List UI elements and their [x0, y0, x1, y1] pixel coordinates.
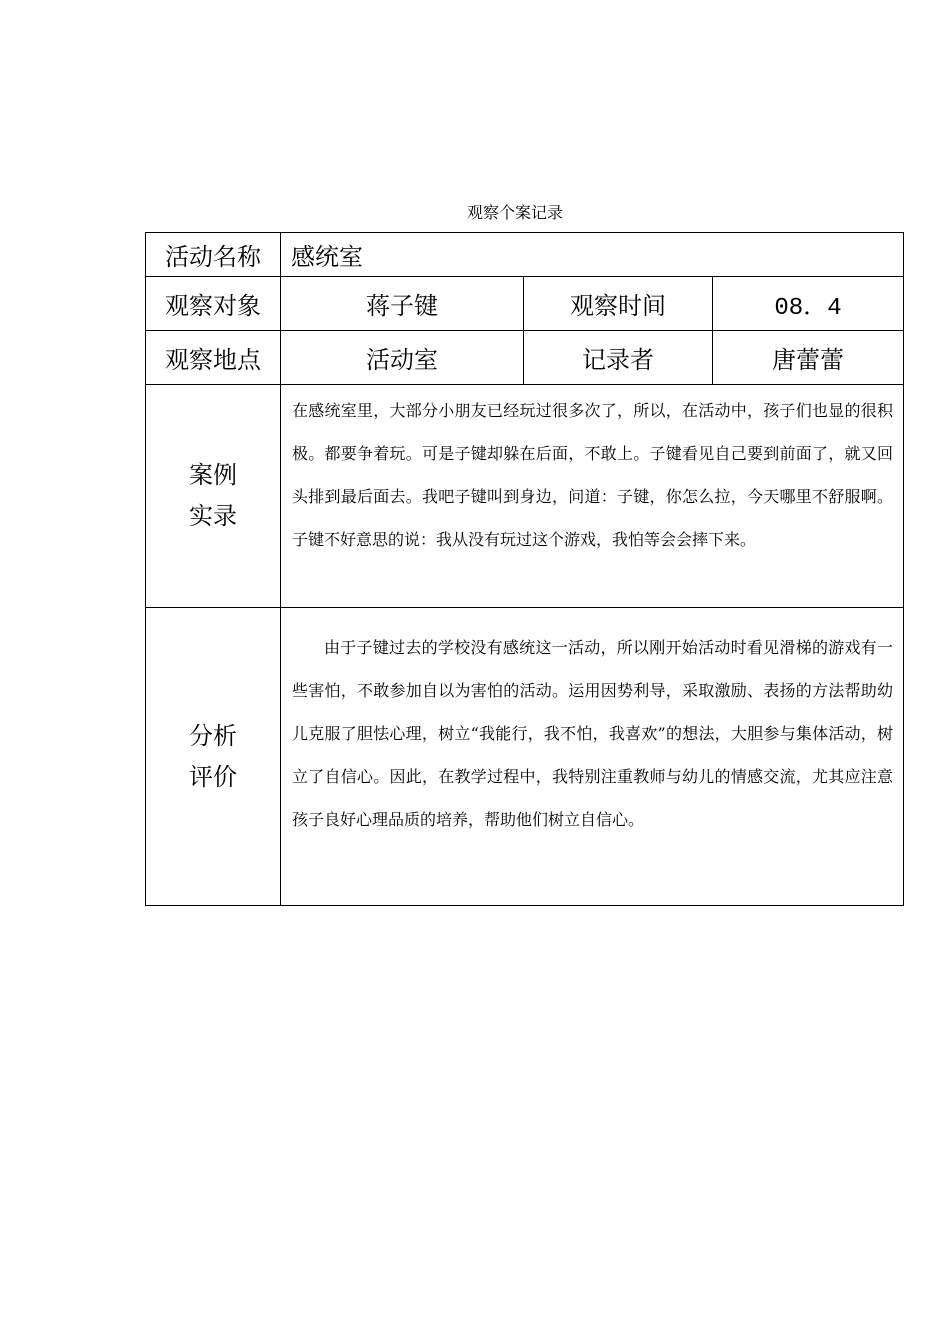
activity-name-label: 活动名称	[146, 233, 281, 277]
evaluation-label-line1: 分析	[189, 721, 237, 750]
observe-place-value: 活动室	[281, 331, 524, 385]
row-activity-name	[146, 233, 904, 277]
document-title: 观察个案记录	[466, 203, 563, 222]
observation-record-table	[145, 232, 904, 906]
row-case-record	[146, 385, 904, 608]
observe-target-value: 蒋子键	[281, 277, 524, 331]
case-record-label	[146, 385, 281, 608]
evaluation-label-line2: 评价	[189, 762, 237, 791]
observe-time-value: 08．4	[713, 277, 904, 331]
row-observe-target	[146, 277, 904, 331]
case-record-text: 在感统室里，大部分小朋友已经玩过很多次了，所以，在活动中，孩子们也显的很积极。都要争着玩。可是子键却躲在后面，不敢上。子键看见自己要到前面了，就又回头排到最后面去。我吧子键叫到身边，问道：子键，你怎么拉，今天哪里不舒服啊。子键不好意思的说：我从没有玩过这个游戏，我怕等会会摔下来。	[281, 385, 904, 608]
observe-place-label: 观察地点	[146, 331, 281, 385]
case-record-label-line1: 案例	[189, 461, 237, 489]
case-record-label-line2: 实录	[189, 502, 237, 530]
evaluation-text: 由于子键过去的学校没有感统这一活动，所以刚开始活动时看见滑梯的游戏有一些害怕，不敢参加自以为害怕的活动。运用因势利导，采取激励、表扬的方法帮助幼儿克服了胆怯心理，树立“我能行，我不怕，我喜欢”的想法，大胆参与集体活动，树立了自信心。因此，在教学过程中，我特别注重教师与幼儿的情感交流，尤其应注意孩子良好心理品质的培养，帮助他们树立自信心。	[281, 608, 904, 906]
observe-time-label: 观察时间	[524, 277, 713, 331]
recorder-value: 唐蕾蕾	[713, 331, 904, 385]
activity-name-value: 感统室	[281, 233, 904, 277]
row-evaluation	[146, 608, 904, 906]
observe-target-label: 观察对象	[146, 277, 281, 331]
row-observe-place	[146, 331, 904, 385]
recorder-label: 记录者	[524, 331, 713, 385]
evaluation-label	[146, 608, 281, 906]
